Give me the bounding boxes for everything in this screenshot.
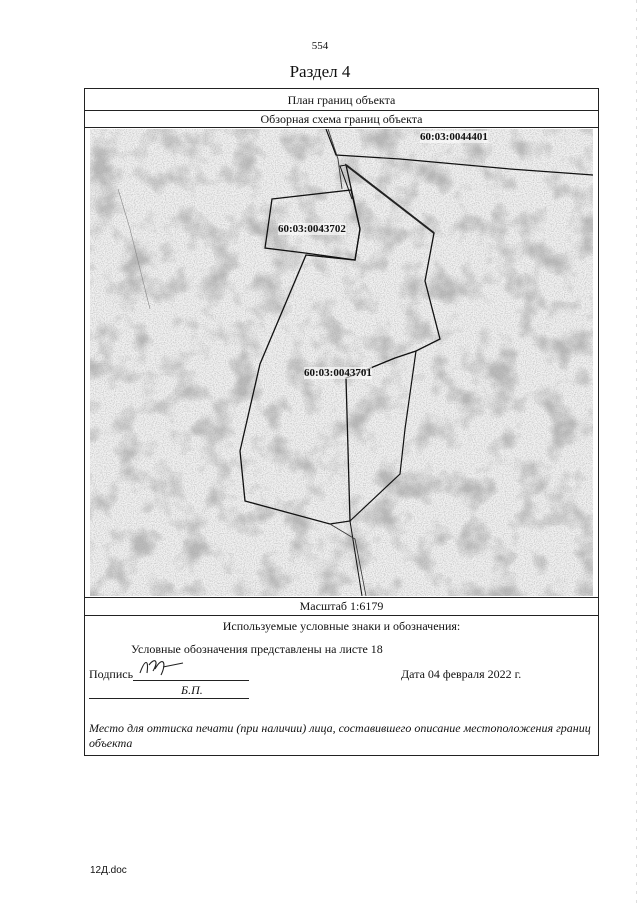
stamp-note: Место для оттиска печати (при наличии) лица, составившего описание местоположения границ объекта [89,721,591,750]
parcel-label-0043702: 60:03:0043702 [278,223,346,235]
plan-frame [84,88,599,756]
plan-subheader: Обзорная схема границ объекта [260,112,423,126]
signature-initials: Б.П. [181,683,203,697]
divider [85,615,598,616]
signature-line [133,680,249,681]
parcel-label-0044401: 60:03:0044401 [420,131,488,143]
legend-heading: Используемые условные знаки и обозначения: [222,619,461,633]
terrain-grain [90,129,593,596]
parcel-label-0043701: 60:03:0043701 [304,367,372,379]
plan-header: План границ объекта [287,93,396,107]
initials-line [89,698,249,699]
date-label: Дата 04 февраля 2022 г. [401,667,522,681]
scan-edge-artifact [636,0,637,905]
divider [85,110,598,111]
map-scale: Масштаб 1:6179 [299,599,384,613]
overview-map [90,129,593,596]
signature-label: Подпись [89,667,134,681]
page-number: 554 [311,40,329,52]
section-title: Раздел 4 [289,62,351,81]
divider [85,597,598,598]
signature-scribble [137,655,187,679]
divider [85,127,598,128]
legend-note: Условные обозначения представлены на листе 18 [131,642,383,656]
footer-filename: 12Д.doc [90,865,127,876]
